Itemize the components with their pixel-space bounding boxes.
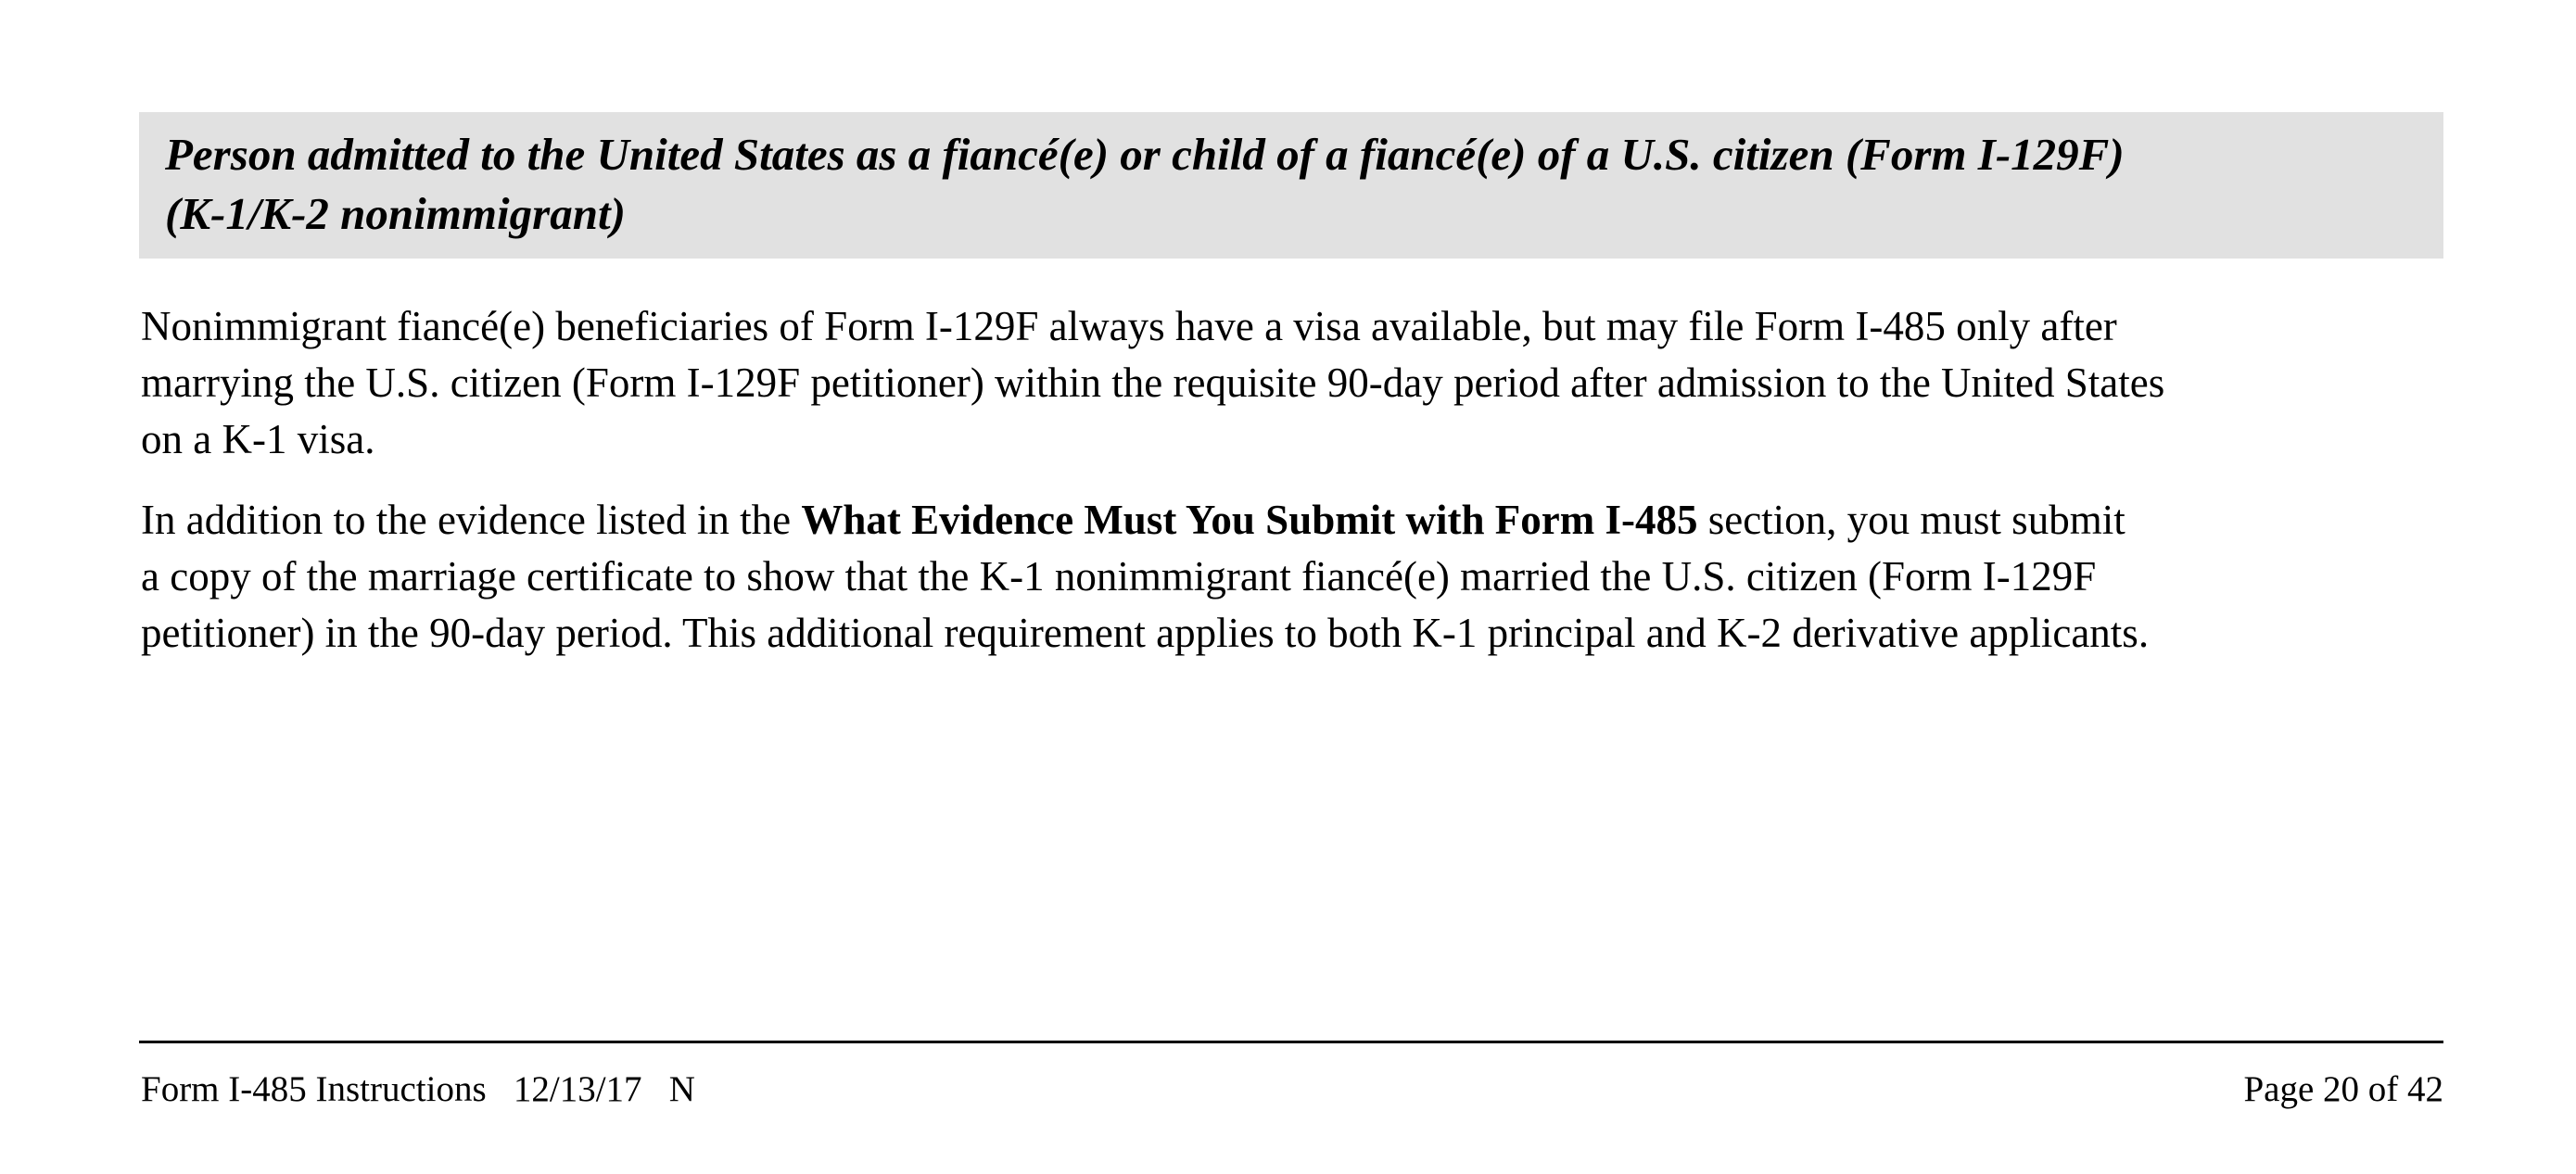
section-heading-box xyxy=(139,112,2443,259)
footer-page-number: Page 20 of 42 xyxy=(2243,1069,2443,1109)
paragraph-k1-eligibility: Nonimmigrant fiancé(e) beneficiaries of Form I-129F always have a visa available, but may file Form I-485 only after marrying the U.S. citizen (Form I-129F petitioner) within the requisite 90-day period after admission to the United States on a K-1 visa. xyxy=(141,303,2165,462)
footer-form-name: Form I-485 Instructions 12/13/17 N xyxy=(141,1069,695,1109)
paragraph-text-before-bold: In addition to the evidence listed in the xyxy=(141,497,802,543)
section-heading: Person admitted to the United States as a fiancé(e) or child of a fiancé(e) of a U.S. citizen (Form I-129F) (K-1/K-2 nonimmigrant) xyxy=(165,129,2125,239)
paragraph-text-after-bold: section, you must submit a copy of the marriage certificate to show that the K-1 nonimmigrant fiancé(e) married the U.S. citizen (Form I-129F petitioner) in the 90-day period. This additional requirement applies to both K-1 principal and K-2 derivative applicants. xyxy=(141,497,2150,656)
footer-divider xyxy=(139,1041,2443,1043)
paragraph-additional-evidence xyxy=(141,492,2458,662)
section-reference-bold: What Evidence Must You Submit with Form I-485 xyxy=(801,497,1698,543)
